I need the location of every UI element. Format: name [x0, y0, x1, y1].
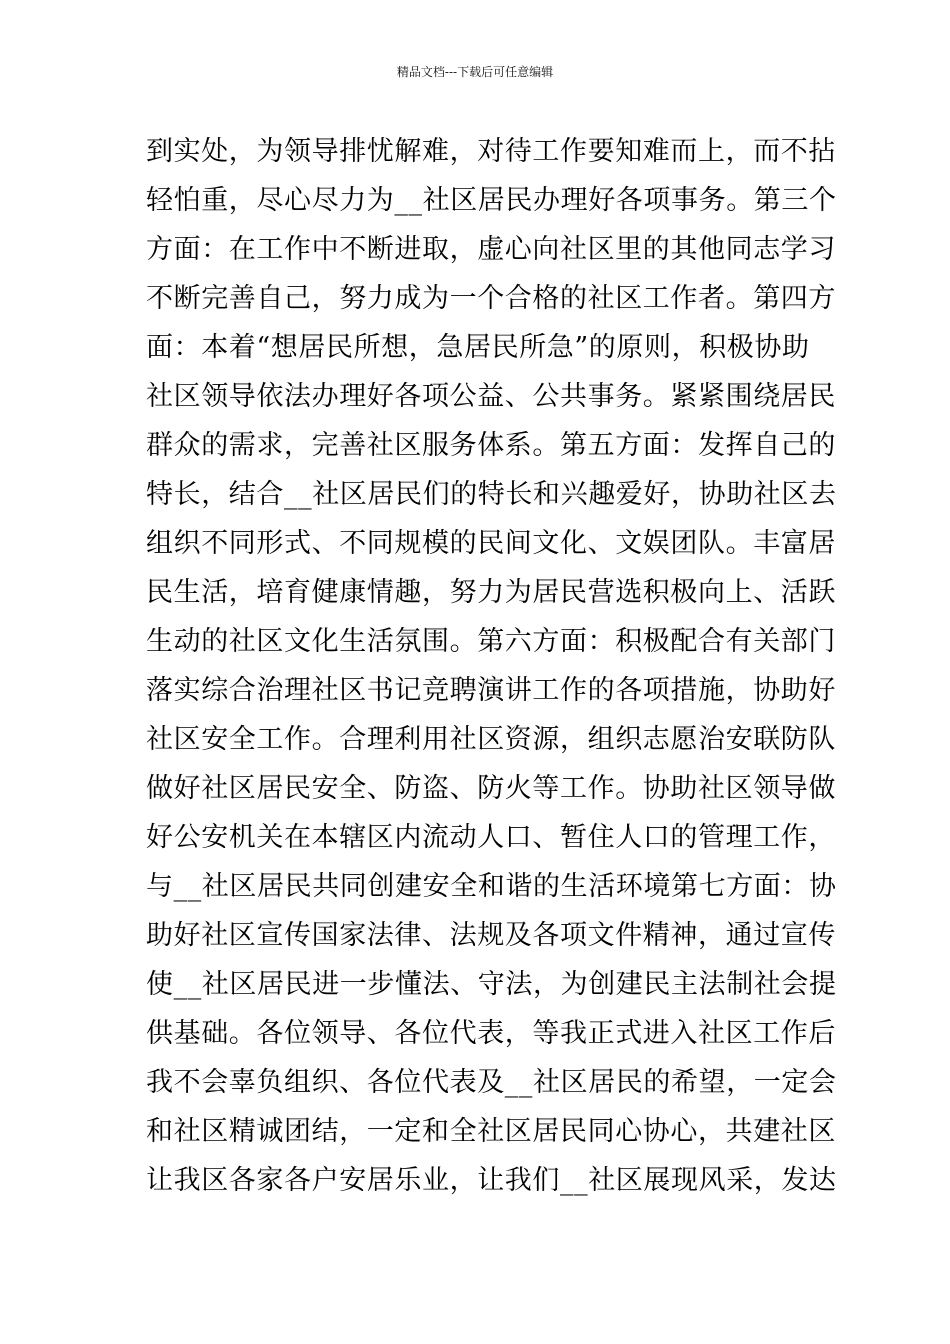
text-line: 到实处，为领导排忧解难，对待工作要知难而上，而不拈 — [146, 136, 836, 167]
text-line: 群众的需求，完善社区服务体系。第五方面：发挥自己的 — [146, 430, 836, 461]
text-line: 生动的社区文化生活氛围。第六方面：积极配合有关部门 — [146, 626, 836, 657]
text-line: 和社区精诚团结，一定和全社区居民同心协心，共建社区 — [146, 1116, 836, 1147]
text-line: 我不会辜负组织、各位代表及__社区居民的希望，一定会 — [146, 1067, 837, 1098]
text-line: 与__社区居民共同创建安全和谐的生活环境第七方面：协 — [146, 871, 837, 902]
text-line: 使__社区居民进一步懂法、守法，为创建民主法制社会提 — [146, 969, 837, 1000]
text-line: 不断完善自己，努力成为一个合格的社区工作者。第四方 — [146, 283, 836, 314]
body-text — [146, 127, 837, 1205]
text-line: 民生活，培育健康情趣，努力为居民营选积极向上、活跃 — [146, 577, 836, 608]
text-line: 落实综合治理社区书记竞聘演讲工作的各项措施，协助好 — [146, 675, 836, 706]
text-line: 社区安全工作。合理利用社区资源，组织志愿治安联防队 — [146, 724, 836, 755]
page-header: 精品文档---下载后可任意编辑 — [396, 65, 554, 79]
text-line: 特长，结合__社区居民们的特长和兴趣爱好，协助社区去 — [146, 479, 837, 510]
text-line: 轻怕重，尽心尽力为__社区居民办理好各项事务。第三个 — [146, 185, 837, 216]
text-line: 好公安机关在本辖区内流动人口、暂住人口的管理工作， — [146, 822, 836, 853]
text-line: 让我区各家各户安居乐业，让我们__社区展现风采，发达 — [146, 1165, 837, 1196]
text-line: 面：本着“想居民所想，急居民所急”的原则，积极协助 — [146, 332, 810, 363]
text-line: 组织不同形式、不同规模的民间文化、文娱团队。丰富居 — [146, 528, 836, 559]
text-line: 助好社区宣传国家法律、法规及各项文件精神，通过宣传 — [146, 920, 836, 951]
text-line: 供基础。各位领导、各位代表，等我正式进入社区工作后 — [146, 1018, 836, 1049]
text-line: 方面：在工作中不断进取，虚心向社区里的其他同志学习 — [146, 234, 836, 265]
text-line: 做好社区居民安全、防盗、防火等工作。协助社区领导做 — [146, 773, 836, 804]
text-line: 社区领导依法办理好各项公益、公共事务。紧紧围绕居民 — [146, 381, 836, 412]
